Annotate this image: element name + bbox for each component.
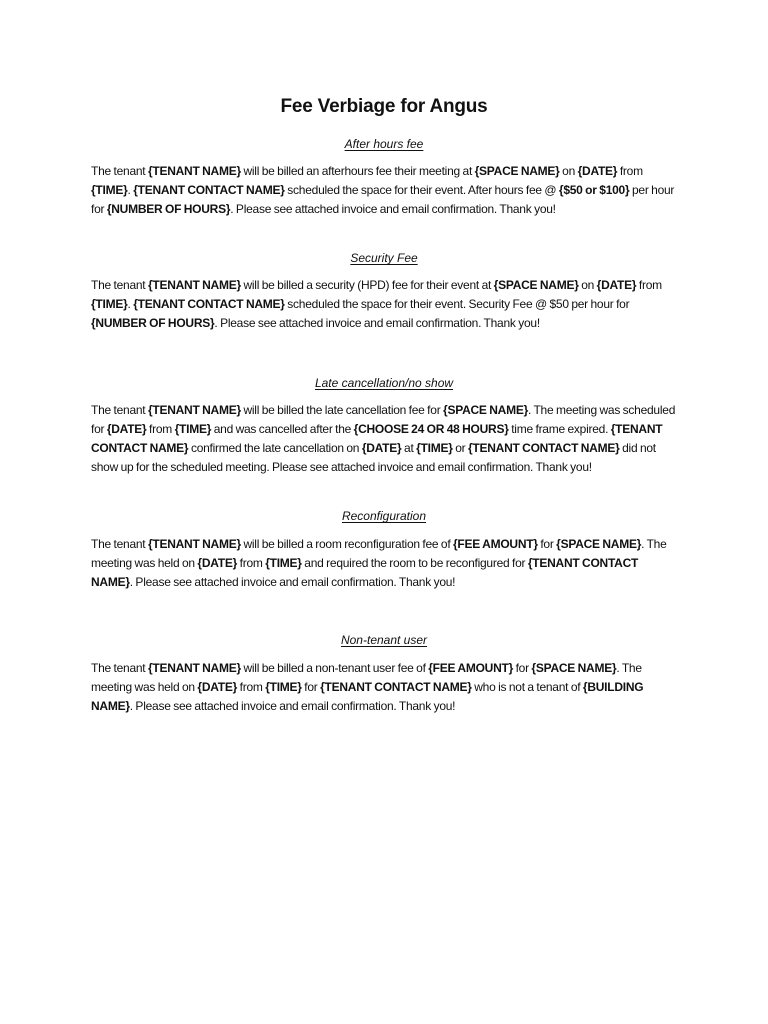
section-heading-security-fee: Security Fee <box>350 251 418 265</box>
placeholder-field: {TIME} <box>91 183 128 197</box>
paragraph-text: from <box>146 422 175 436</box>
paragraph-text: or <box>452 441 468 455</box>
placeholder-field: {TENANT CONTACT NAME} <box>91 422 663 455</box>
placeholder-field: {TIME} <box>416 441 453 455</box>
paragraph-text: and required the room to be reconfigured for <box>301 556 528 570</box>
placeholder-field: {SPACE NAME} <box>531 661 617 675</box>
placeholder-field: {DATE} <box>596 278 637 292</box>
paragraph-text: will be billed a security (HPD) fee for their event at <box>240 278 494 292</box>
placeholder-field: {TENANT CONTACT NAME} <box>467 441 620 455</box>
paragraph-text: The tenant <box>91 403 148 417</box>
section-paragraph-security-fee <box>91 276 679 333</box>
paragraph-text: will be billed the late cancellation fee for <box>240 403 444 417</box>
placeholder-field: {TIME} <box>265 556 302 570</box>
section-paragraph-reconfiguration <box>91 535 679 592</box>
section-paragraph-late-cancellation <box>91 401 679 477</box>
document-title: Fee Verbiage for Angus <box>280 96 488 117</box>
paragraph-text: . The meeting was held on <box>91 661 642 694</box>
paragraph-text: and was cancelled after the <box>211 422 354 436</box>
placeholder-field: {$50 or $100} <box>558 183 630 197</box>
paragraph-text: The tenant <box>91 278 148 292</box>
section-heading-late-cancellation: Late cancellation/no show <box>314 376 454 390</box>
paragraph-text: from <box>237 680 266 694</box>
placeholder-field: {TIME} <box>265 680 302 694</box>
paragraph-text: will be billed a room reconfiguration fee of <box>240 537 454 551</box>
paragraph-text: The tenant <box>91 164 148 178</box>
placeholder-field: {CHOOSE 24 OR 48 HOURS} <box>353 422 509 436</box>
paragraph-text: . <box>127 297 134 311</box>
paragraph-text: on <box>559 164 578 178</box>
paragraph-text: scheduled the space for their event. Security Fee @ $50 per hour for <box>284 297 630 311</box>
paragraph-text: . Please see attached invoice and email confirmation. Thank you! <box>129 699 456 713</box>
placeholder-field: {NUMBER OF HOURS} <box>106 202 231 216</box>
section-heading-after-hours-fee: After hours fee <box>344 137 424 151</box>
placeholder-field: {FEE AMOUNT} <box>453 537 538 551</box>
paragraph-text: scheduled the space for their event. After hours fee @ <box>284 183 559 197</box>
placeholder-field: {TENANT CONTACT NAME} <box>320 680 472 694</box>
placeholder-field: {DATE} <box>577 164 618 178</box>
paragraph-text: time frame expired. <box>508 422 611 436</box>
placeholder-field: {TENANT NAME} <box>147 278 241 292</box>
paragraph-text: did not show up for the scheduled meeting. Please see attached invoice and email confirmation. Thank you! <box>91 441 656 474</box>
paragraph-text: The tenant <box>91 661 148 675</box>
paragraph-text: . Please see attached invoice and email confirmation. Thank you! <box>129 575 456 589</box>
placeholder-field: {SPACE NAME} <box>493 278 579 292</box>
paragraph-text: who is not a tenant of <box>471 680 583 694</box>
placeholder-field: {TENANT NAME} <box>147 403 241 417</box>
placeholder-field: {DATE} <box>106 422 147 436</box>
placeholder-field: {TIME} <box>91 297 128 311</box>
placeholder-field: {TENANT NAME} <box>147 661 241 675</box>
section-paragraph-non-tenant-user <box>91 659 679 716</box>
paragraph-text: from <box>237 556 266 570</box>
placeholder-field: {TENANT NAME} <box>147 164 241 178</box>
paragraph-text: confirmed the late cancellation on <box>188 441 362 455</box>
placeholder-field: {SPACE NAME} <box>556 537 642 551</box>
paragraph-text: for <box>513 661 532 675</box>
section-heading-reconfiguration: Reconfiguration <box>341 509 427 523</box>
placeholder-field: {SPACE NAME} <box>443 403 528 417</box>
paragraph-text: will be billed an afterhours fee their meeting at <box>240 164 475 178</box>
placeholder-field: {SPACE NAME} <box>474 164 560 178</box>
paragraph-text: from <box>636 278 662 292</box>
placeholder-field: {DATE} <box>361 441 402 455</box>
paragraph-text: on <box>578 278 597 292</box>
paragraph-text: from <box>617 164 643 178</box>
paragraph-text: will be billed a non-tenant user fee of <box>240 661 429 675</box>
placeholder-field: {TENANT NAME} <box>147 537 241 551</box>
placeholder-field: {TIME} <box>174 422 212 436</box>
paragraph-text: per hour for <box>91 183 675 216</box>
paragraph-text: at <box>401 441 417 455</box>
paragraph-text: . The meeting was held on <box>91 537 667 570</box>
placeholder-field: {BUILDING NAME} <box>91 680 644 713</box>
placeholder-field: {NUMBER OF HOURS} <box>91 316 215 330</box>
placeholder-field: {DATE} <box>197 680 238 694</box>
placeholder-field: {DATE} <box>197 556 238 570</box>
paragraph-text: . Please see attached invoice and email confirmation. Thank you! <box>214 316 540 330</box>
paragraph-text: . Please see attached invoice and email confirmation. Thank you! <box>230 202 556 216</box>
paragraph-text: for <box>301 680 321 694</box>
placeholder-field: {TENANT CONTACT NAME} <box>133 183 285 197</box>
paragraph-text: . <box>127 183 134 197</box>
paragraph-text: The tenant <box>91 537 148 551</box>
paragraph-text: . The meeting was scheduled for <box>91 403 676 436</box>
section-paragraph-after-hours-fee <box>91 162 679 219</box>
paragraph-text: for <box>537 537 557 551</box>
placeholder-field: {FEE AMOUNT} <box>428 661 513 675</box>
section-heading-non-tenant-user: Non-tenant user <box>340 633 428 647</box>
placeholder-field: {TENANT CONTACT NAME} <box>133 297 285 311</box>
placeholder-field: {TENANT CONTACT NAME} <box>91 556 639 589</box>
